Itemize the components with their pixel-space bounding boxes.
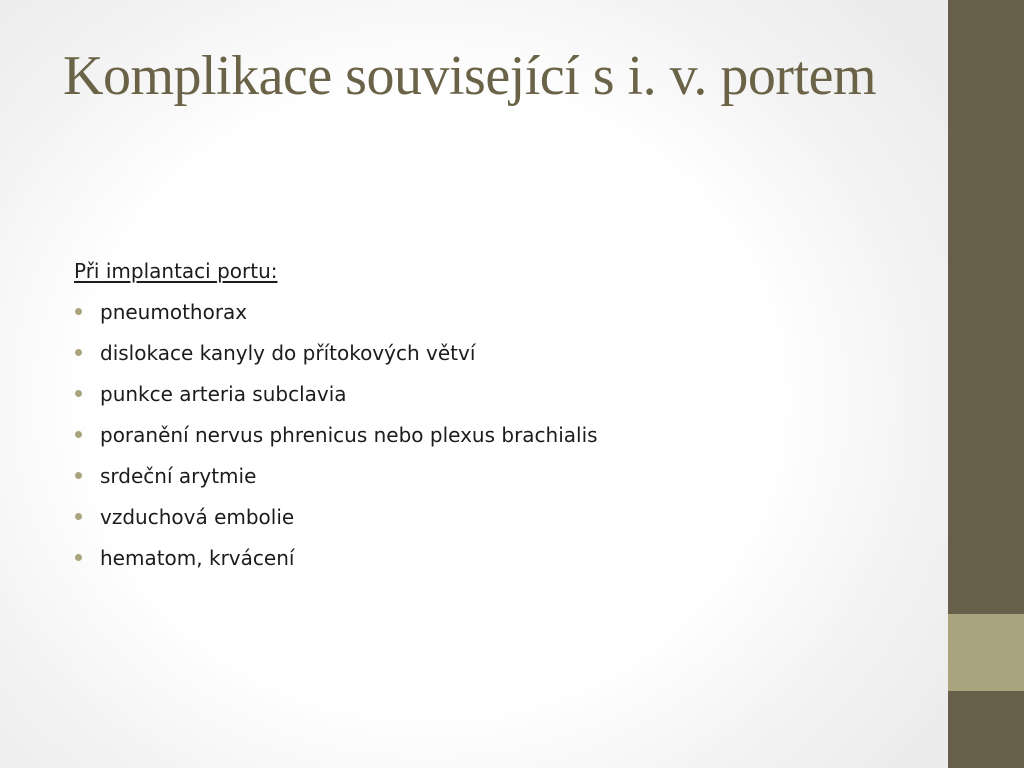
bullet-dot-icon: [75, 554, 82, 561]
bullet-dot-icon: [75, 349, 82, 356]
bullet-dot-icon: [75, 390, 82, 397]
bullet-item: [74, 377, 914, 411]
bullet-dot-icon: [75, 513, 82, 520]
slide-title: Komplikace související s i. v. portem: [63, 45, 877, 107]
bullet-text: pneumothorax: [100, 300, 248, 324]
bullet-item: [74, 541, 914, 575]
bullet-text: hematom, krvácení: [100, 546, 295, 570]
bullet-text: poranění nervus phrenicus nebo plexus brachialis: [100, 423, 598, 447]
bullet-text: punkce arteria subclavia: [100, 382, 347, 406]
bullet-item: [74, 418, 914, 452]
intro-heading: Při implantaci portu:: [74, 259, 278, 283]
bullet-item: [74, 459, 914, 493]
slide-body: [74, 254, 914, 582]
bullet-text: srdeční arytmie: [100, 464, 257, 488]
bullet-list: [74, 295, 914, 575]
bullet-item: [74, 336, 914, 370]
bullet-item: [74, 295, 914, 329]
bullet-dot-icon: [75, 431, 82, 438]
bullet-dot-icon: [75, 308, 82, 315]
bullet-text: dislokace kanyly do přítokových větví: [100, 341, 476, 365]
bullet-text: vzduchová embolie: [100, 505, 295, 529]
bullet-dot-icon: [75, 472, 82, 479]
side-accent-block: [948, 614, 1024, 691]
bullet-item: [74, 500, 914, 534]
